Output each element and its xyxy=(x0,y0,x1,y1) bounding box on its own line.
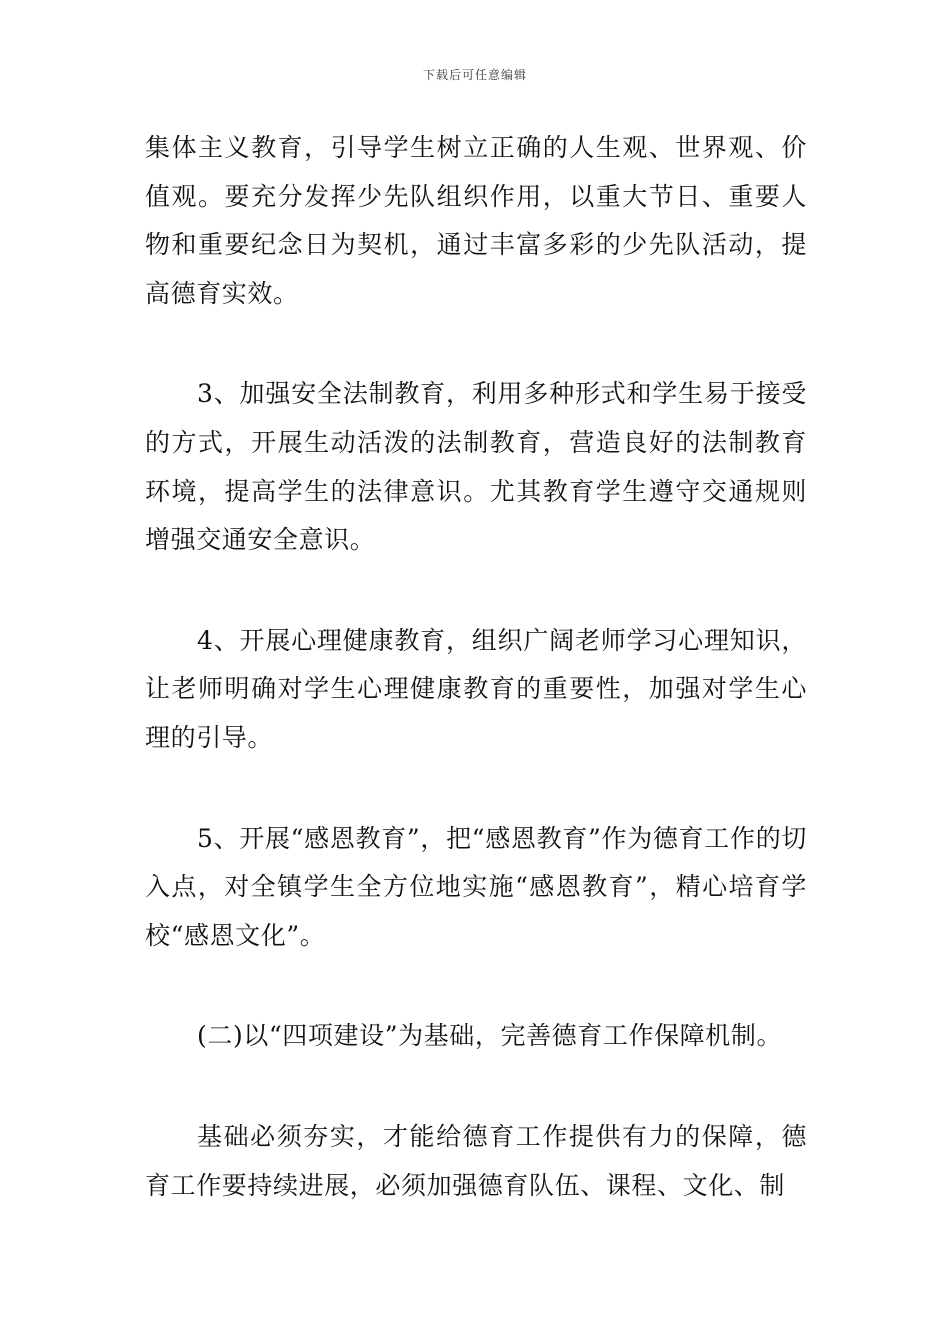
paragraph-legal-education: 3、加强安全法制教育，利用多种形式和学生易于接受的方式，开展生动活泼的法制教育，营造良好的法制教育环境，提高学生的法律意识。尤其教育学生遵守交通规则增强交通安全意识。 xyxy=(145,379,807,555)
paragraph-foundation: 基础必须夯实，才能给德育工作提供有力的保障，德育工作要持续进展，必须加强德育队伍、课程、文化、制 xyxy=(145,1121,807,1200)
paragraph-gap xyxy=(145,960,807,1012)
section-heading-four-constructions: (二)以“四项建设”为基础，完善德育工作保障机制。 xyxy=(197,1021,783,1051)
paragraph-gap xyxy=(145,763,807,815)
paragraph-gap xyxy=(145,1061,807,1113)
paragraph-gap xyxy=(145,565,807,617)
paragraph-gap xyxy=(145,318,807,370)
page-header-note: 下载后可任意编辑 xyxy=(422,68,527,82)
document-body xyxy=(145,124,807,1210)
paragraph-mental-health: 4、开展心理健康教育，组织广阔老师学习心理知识，让老师明确对学生心理健康教育的重要性，加强对学生心理的引导。 xyxy=(145,625,807,752)
paragraph-collectivism: 集体主义教育，引导学生树立正确的人生观、世界观、价值观。要充分发挥少先队组织作用，以重大节日、重要人物和重要纪念日为契机，通过丰富多彩的少先队活动，提高德育实效。 xyxy=(145,133,807,308)
paragraph-gratitude-education: 5、开展“感恩教育”，把“感恩教育”作为德育工作的切入点，对全镇学生全方位地实施“感恩教育”，精心培育学校“感恩文化”。 xyxy=(145,823,807,950)
